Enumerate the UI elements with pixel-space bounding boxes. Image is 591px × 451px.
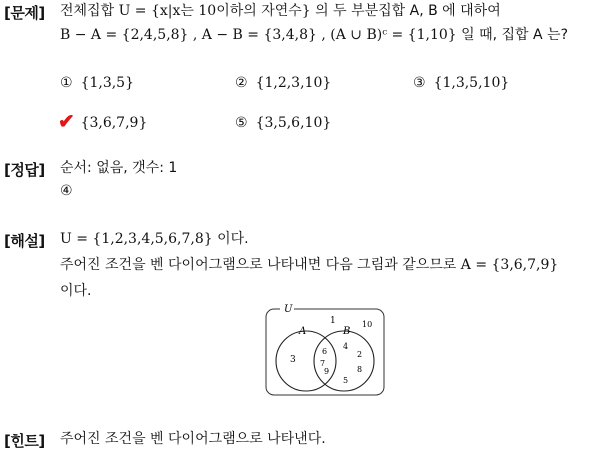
set-b-label: B bbox=[343, 326, 351, 337]
problem-line-1 bbox=[60, 2, 501, 20]
problem-line-2 bbox=[60, 26, 568, 44]
hint-label: [힌트] bbox=[4, 432, 45, 450]
choice-5[interactable] bbox=[235, 115, 331, 131]
choice-3-text: {1,3,5,10} bbox=[433, 75, 510, 91]
venn-b-only-number: 5 bbox=[343, 376, 349, 385]
explanation-line-2-pre: 주어진 조건을 벤 다이어그램으로 나타내면 다음 그림과 같으므로 bbox=[60, 257, 457, 273]
venn-diagram bbox=[262, 302, 388, 398]
venn-a-only-number: 3 bbox=[290, 355, 296, 365]
answer-line-1: 순서: 없음, 갯수: 1 bbox=[60, 160, 178, 176]
set-conditions: B − A = {2,4,5,8} , A − B = {3,4,8} , (A ∪ B)ᶜ = {1,10} bbox=[60, 27, 457, 43]
venn-b-only-number: 4 bbox=[343, 342, 349, 351]
universe-label: U bbox=[284, 304, 293, 315]
choice-3-number: ③ bbox=[413, 75, 426, 91]
venn-outside-number: 10 bbox=[362, 320, 373, 329]
choice-1-number: ① bbox=[60, 75, 73, 91]
explanation-label: [해설] bbox=[4, 232, 45, 250]
set-a-label: A bbox=[299, 326, 307, 337]
selected-check-icon: ✔ bbox=[58, 109, 75, 133]
venn-b-only-number: 8 bbox=[357, 365, 363, 374]
problem-line-2-post: 일 때, 집합 A 는? bbox=[461, 27, 569, 43]
problem-line-1-pre: 전체집합 bbox=[60, 3, 115, 19]
choice-1-text: {1,3,5} bbox=[80, 75, 134, 91]
set-a-result: A = {3,6,7,9} bbox=[460, 257, 559, 273]
choice-5-number: ⑤ bbox=[235, 115, 248, 131]
hint-text: 주어진 조건을 벤 다이어그램으로 나타낸다. bbox=[60, 431, 326, 447]
venn-intersection-number: 7 bbox=[320, 359, 326, 368]
choice-5-text: {3,5,6,10} bbox=[255, 115, 332, 131]
universe-elements: U = {1,2,3,4,5,6,7,8} bbox=[60, 231, 213, 247]
choice-2-text: {1,2,3,10} bbox=[255, 75, 332, 91]
venn-intersection-number: 9 bbox=[324, 367, 330, 376]
answer-label: [정답] bbox=[4, 161, 45, 179]
answer-line-2: ④ bbox=[60, 183, 73, 199]
choice-4-text: {3,6,7,9} bbox=[80, 115, 148, 131]
explanation-line-3: 이다. bbox=[60, 283, 92, 299]
explanation-line-1 bbox=[60, 230, 249, 248]
venn-outside-number: 1 bbox=[330, 316, 336, 326]
choice-4[interactable] bbox=[58, 109, 148, 133]
problem-label: [문제] bbox=[4, 4, 45, 22]
explanation-line-1-post: 이다. bbox=[217, 231, 249, 247]
venn-b-only-number: 2 bbox=[357, 350, 363, 359]
set-a-circle bbox=[276, 331, 336, 391]
problem-line-1-post: 의 두 부분집합 A, B 에 대하여 bbox=[315, 3, 501, 19]
venn-intersection-number: 6 bbox=[322, 347, 328, 356]
choice-2[interactable] bbox=[235, 75, 331, 91]
choice-2-number: ② bbox=[235, 75, 248, 91]
universe-definition: U = {x|x는 10이하의 자연수} bbox=[118, 3, 311, 19]
choice-3[interactable] bbox=[413, 75, 509, 91]
explanation-line-2 bbox=[60, 256, 558, 274]
choice-1[interactable] bbox=[60, 75, 134, 91]
